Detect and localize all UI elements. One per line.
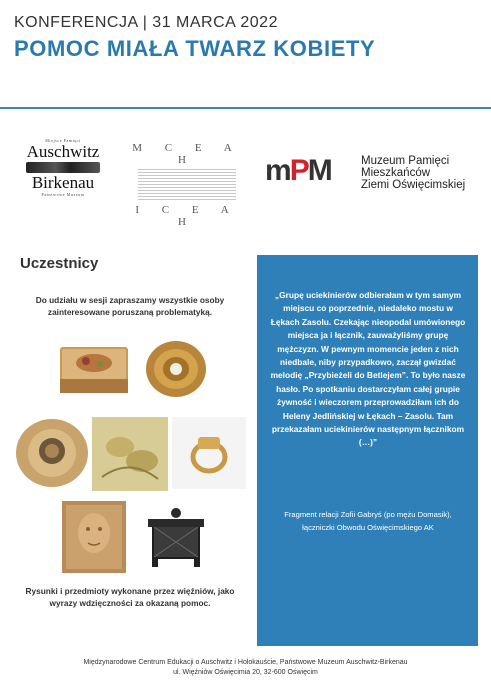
section-heading: Uczestnicy — [20, 255, 99, 272]
mceah-logo — [132, 142, 242, 228]
photo-painted-box — [56, 335, 132, 403]
artifact-gallery — [14, 335, 246, 575]
photo-carved-plate — [14, 417, 90, 489]
footer-institution: Międzynarodowe Centrum Edukacji o Auschwitz i Holokauście, Państwowe Muzeum Auschwitz-Birkenau — [83, 659, 408, 666]
mpm-logo — [265, 152, 485, 192]
footer-address: ul. Więźniów Oświęcimia 20, 32-600 Oświęcim — [173, 669, 318, 676]
quote-attribution — [269, 508, 467, 534]
logo-mceah-bottom: I C E A H — [135, 204, 239, 228]
logo-ab-line1: Auschwitz — [26, 142, 100, 161]
testimony-quote: „Grupę uciekinierów odbierałam w tym samym miejscu co poprzednie, niedaleko mostu w Łękach Zasolu. Czekając nieopodal umówionego miejsca ja i łącznik, zauważyliśmy grupę mężczyzn. W pewnym momencie jeden z nich niedbale, niby przypadkowo, zaczął gwizdać melodię „Przybieżeli do Betlejem”. To było nasze hasło. Po spotkaniu dostarczyłam całej grupie żywność i wieczorem przeprowadziłam ich do Heleny Jedlińskiej w Łękach – Zasolu. Tam przekazałam uciekinierów następnym łącznikom (…)” — [270, 290, 466, 448]
participants-section — [14, 255, 246, 608]
photo-ring — [172, 417, 246, 489]
header-divider — [0, 107, 491, 109]
photo-jewelry-box — [138, 499, 214, 575]
quote-panel — [257, 255, 478, 646]
photo-carved-portrait — [56, 499, 132, 575]
photo-painting — [92, 417, 168, 491]
header — [14, 14, 484, 62]
attribution-line-1: Fragment relacji Zofii Gabryś (po mężu Domasik), — [284, 510, 452, 519]
conference-date: KONFERENCJA | 31 MARCA 2022 — [14, 14, 278, 31]
logo-ab-photo-band — [26, 162, 100, 173]
partner-logos — [0, 132, 491, 228]
logo-mceah-top: M C E A H — [132, 142, 242, 166]
gallery-caption: Rysunki i przedmioty wykonane przez więźniów, jako wyrazy wdzięczności za okazaną pomoc. — [25, 586, 235, 608]
footer — [0, 658, 491, 678]
photo-brooch — [138, 335, 214, 403]
logo-ab-bottom: Państwowe Muzeum — [41, 192, 85, 197]
logo-mceah-lines — [138, 169, 236, 201]
invitation-text: Do udziału w sesji zapraszamy wszystkie osoby zainteresowane poruszaną problematyką. — [35, 295, 225, 317]
page-title: POMOC MIAŁA TWARZ KOBIETY — [14, 36, 376, 61]
logo-ab-line2: Birkenau — [31, 173, 95, 192]
mpm-mark: mPM — [265, 154, 331, 187]
attribution-line-2: łączniczki Obwodu Oświęcimskiego AK — [302, 523, 434, 532]
mpm-name: Muzeum Pamięci Mieszkańców Ziemi Oświęcimskiej — [361, 155, 466, 191]
logo-ab-top: Miejsce Pamięci — [45, 138, 81, 143]
auschwitz-birkenau-logo — [18, 138, 108, 208]
